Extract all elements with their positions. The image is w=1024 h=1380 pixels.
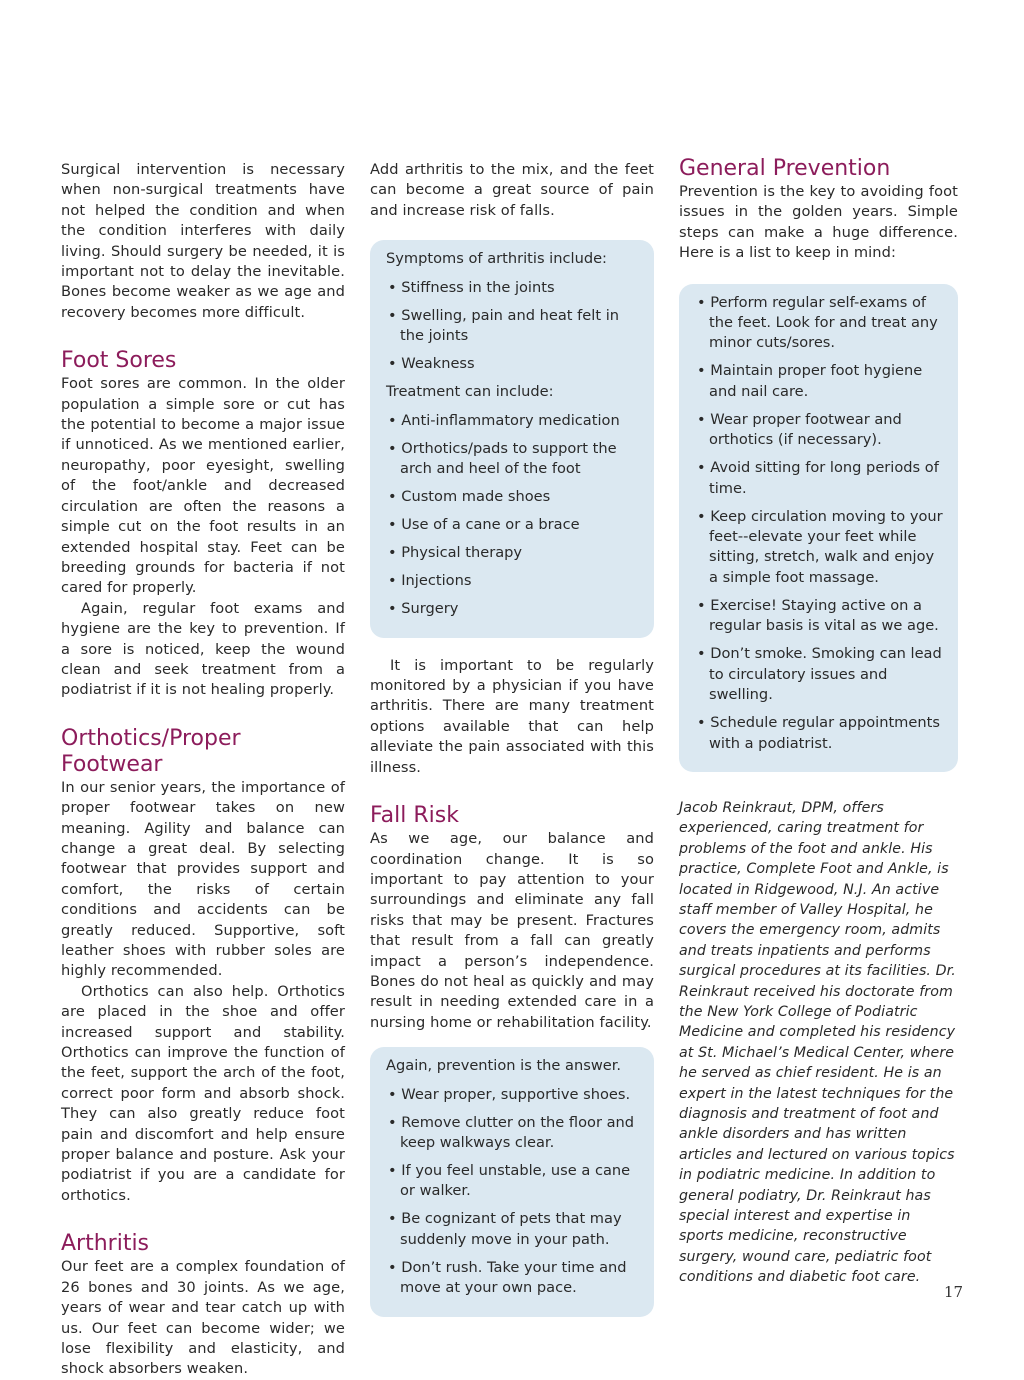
list-item: • Avoid sitting for long periods of time. [695, 458, 944, 499]
list-item: • Injections [386, 571, 640, 591]
treatment-intro: Treatment can include: [386, 383, 554, 401]
list-item: • Exercise! Staying active on a regular basis is vital as we age. [695, 596, 944, 637]
column-right [679, 156, 958, 1288]
symptoms-list [386, 278, 640, 375]
fall-risk-paragraph: As we age, our balance and coordination change. It is so important to pay attention to your surroundings and eliminate any fall risks that may be present. Fractures that result from a fall can greatly impact a person’s independence. Bones do not heal as quickly and may result in needing extended care in a nursing home or rehabilitation facility. [370, 830, 654, 1031]
symptoms-intro: Symptoms of arthritis include: [386, 250, 607, 268]
orthotics-paragraph-2: Orthotics can also help. Orthotics are placed in the shoe and offer increased support and stability. Orthotics can improve the function of the feet, support the arch of the foot, correct poor form and absorb shock. They can also greatly reduce foot pain and discomfort and help ensure proper balance and posture. Ask your podiatrist if you are a candidate for orthotics. [61, 982, 345, 1204]
foot-sores-paragraph-2: Again, regular foot exams and hygiene are the key to prevention. If a sore is noticed, keep the wound clean and seek treatment from a podiatrist if it is not healing properly. [61, 599, 345, 699]
monitoring-paragraph: It is important to be regularly monitored by a physician if you have arthritis. There are many treatment options available that can help alleviate the pain associated with this illness. [370, 656, 654, 776]
list-item: • Schedule regular appointments with a podiatrist. [695, 713, 944, 754]
general-prevention-heading: General Prevention [679, 156, 891, 181]
list-item: • Wear proper, supportive shoes. [386, 1085, 640, 1105]
list-item: • Swelling, pain and heat felt in the joints [386, 306, 640, 347]
list-item: • Don’t smoke. Smoking can lead to circulatory issues and swelling. [695, 644, 944, 705]
author-bio-text: Jacob Reinkraut, DPM, offers experienced, caring treatment for problems of the foot and ankle. His practice, Complete Foot and Ankle, is located in Ridgewood, N.J. An active staff member of Valley Hospital, he covers the emergency room, admits and treats inpatients and performs surgical procedures at its facilities. Dr. Reinkraut received his doctorate from the New York College of Podiatric Medicine and completed his residency at St. Michael’s Medical Center, where he served as chief resident. He is an expert in the latest techniques for the diagnosis and treatment of foot and ankle disorders and has written articles and lectured on various topics in podiatric medicine. In addition to general podiatry, Dr. Reinkraut has special interest and expertise in sports medicine, reconstructive surgery, wound care, pediatric foot conditions and diabetic foot care. [679, 799, 956, 1286]
list-item: • If you feel unstable, use a cane or walker. [386, 1161, 640, 1202]
foot-sores-paragraph-1: Foot sores are common. In the older population a simple sore or cut has the potential to become a major issue if unnoticed. As we mentioned earlier, neuropathy, poor eyesight, swelling of the foot/ankle and decreased circulation are often the reasons a simple cut on the foot results in an extended hospital stay. Feet can be breeding grounds for bacteria if not cared for properly. [61, 375, 345, 597]
prevention-tips-box [679, 284, 958, 772]
list-item: • Weakness [386, 354, 640, 374]
list-item: • Surgery [386, 599, 640, 619]
column-middle [370, 160, 654, 1317]
treatment-list [386, 411, 640, 620]
surgery-paragraph: Surgical intervention is necessary when non-surgical treatments have not helped the condition and when the condition interferes with daily living. Should surgery be needed, it is important not to delay the inevitable. Bones become weaker as we age and recovery becomes more difficult. [61, 161, 345, 321]
list-item: • Anti-inflammatory medication [386, 411, 640, 431]
list-item: • Keep circulation moving to your feet--elevate your feet while sitting, stretch, walk and enjoy a simple foot massage. [695, 507, 944, 589]
list-item: • Perform regular self-exams of the feet. Look for and treat any minor cuts/sores. [695, 293, 944, 354]
general-prevention-paragraph: Prevention is the key to avoiding foot issues in the golden years. Simple steps can make a huge difference. Here is a list to keep in mind: [679, 183, 958, 262]
prevention-tips-list [695, 293, 944, 754]
arthritis-info-box [370, 240, 654, 637]
list-item: • Use of a cane or a brace [386, 515, 640, 535]
list-item: • Physical therapy [386, 543, 640, 563]
arthritis-paragraph: Our feet are a complex foundation of 26 bones and 30 joints. As we age, years of wear and tear catch up with us. Our feet can become wider; we lose flexibility and elasticity, and shock absorbers weaken. [61, 1258, 345, 1378]
orthotics-heading: Orthotics/Proper Footwear [61, 725, 241, 777]
list-item: • Custom made shoes [386, 487, 640, 507]
foot-sores-heading: Foot Sores [61, 348, 177, 374]
list-item: • Wear proper footwear and orthotics (if necessary). [695, 410, 944, 451]
author-bio [679, 798, 958, 1288]
list-item: • Don’t rush. Take your time and move at your own pace. [386, 1258, 640, 1299]
list-item: • Orthotics/pads to support the arch and heel of the foot [386, 439, 640, 480]
list-item: • Be cognizant of pets that may suddenly move in your path. [386, 1209, 640, 1250]
column-left [61, 160, 345, 1380]
fall-prevention-list [386, 1085, 640, 1299]
orthotics-paragraph-1: In our senior years, the importance of proper footwear takes on new meaning. Agility and balance can change a great deal. By selecting footwear that provides support and comfort, the risks of certain conditions and accidents can be greatly reduced. Supportive, soft leather shoes with rubber soles are highly recommended. [61, 778, 345, 980]
arthritis-continued-paragraph: Add arthritis to the mix, and the feet can become a great source of pain and increase risk of falls. [370, 161, 654, 219]
arthritis-heading: Arthritis [61, 1231, 150, 1257]
list-item: • Maintain proper foot hygiene and nail care. [695, 361, 944, 402]
page-number: 17 [944, 1283, 964, 1301]
fall-box-intro: Again, prevention is the answer. [386, 1057, 622, 1075]
fall-prevention-box [370, 1047, 654, 1316]
fall-risk-heading: Fall Risk [370, 803, 459, 829]
list-item: • Remove clutter on the floor and keep walkways clear. [386, 1113, 640, 1154]
list-item: • Stiffness in the joints [386, 278, 640, 298]
